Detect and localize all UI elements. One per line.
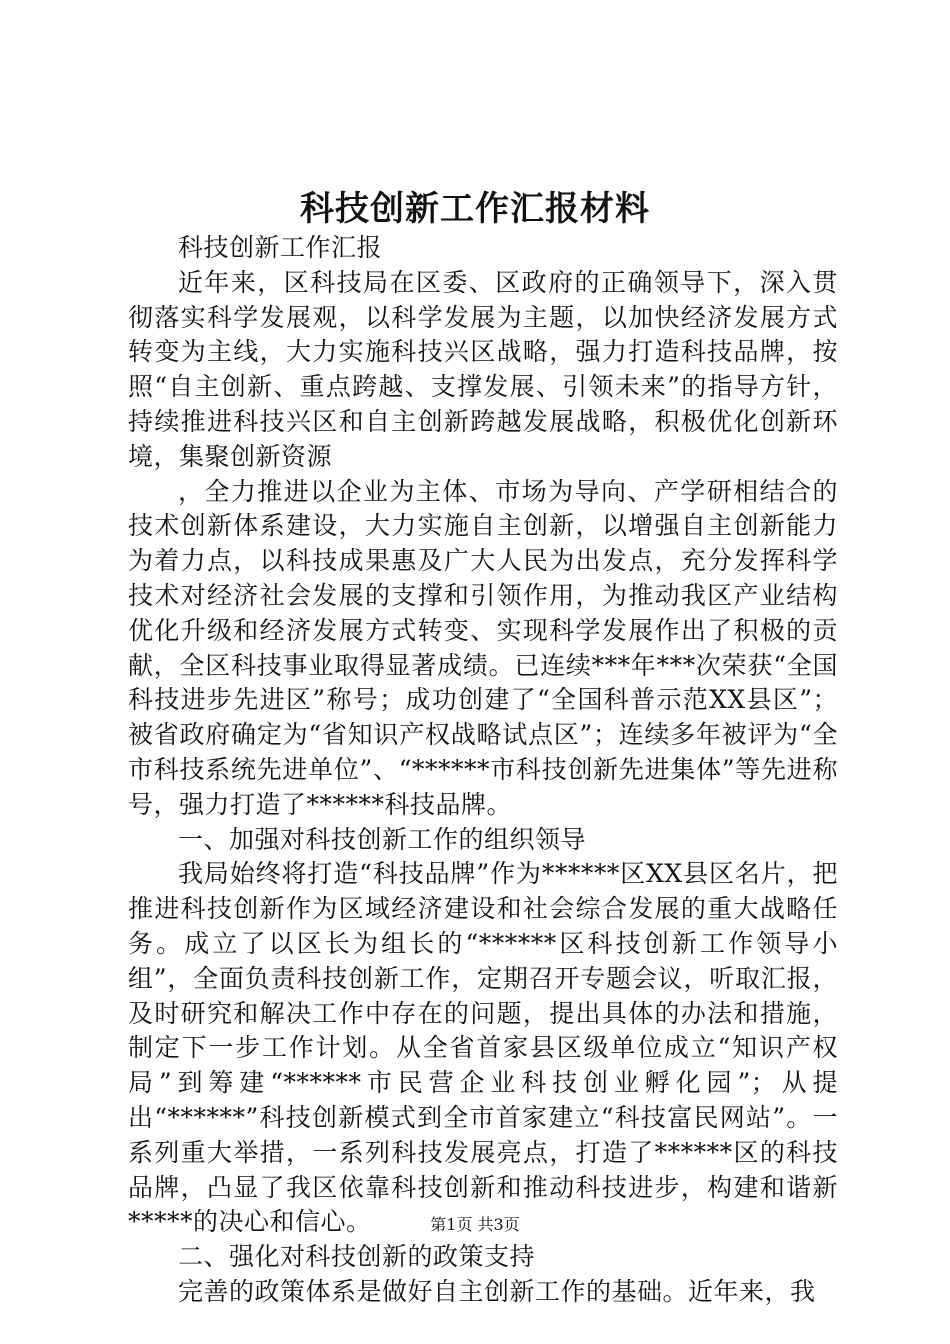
section-heading-2: 二、强化对科技创新的政策支持 (178, 1242, 536, 1272)
document-body (128, 231, 838, 1310)
section-heading-1: 一、加强对科技创新工作的组织领导 (178, 824, 587, 854)
page-number-footer: 第1页 共3页 (430, 1215, 520, 1234)
paragraph-organization: 我局始终将打造“科技品牌”作为******区XX县区名片，把推进科技创新作为区域经济建设和社会综合发展的重大战略任务。成立了以区长为组长的“******区科技创新工作领导小组”，全面负责科技创新工作，定期召开专题会议，听取汇报，及时研究和解决工作中存在的问题，提出具体的办法和措施，制定下一步工作计划。从全省首家县区级单位成立“知识产权局”到筹建“******市民营企业科技创业孵化园”；从提出“******”科技创新模式到全市首家建立“科技富民网站”。一系列重大举措，一系列科技发展亮点，打造了******区的科技品牌，凸显了我区依靠科技创新和推动科技进步，构建和谐新*****的决心和信心。 (128, 859, 838, 1237)
document-title: 科技创新工作汇报材料 (300, 189, 650, 229)
paragraph-policy: 完善的政策体系是做好自主创新工作的基础。近年来，我 (178, 1276, 816, 1306)
paragraph-achievements: ，全力推进以企业为主体、市场为导向、产学研相结合的技术创新体系建设，大力实施自主创新，以增强自主创新能力为着力点，以科技成果惠及广大人民为出发点，充分发挥科学技术对经济社会发展的支撑和引领作用，为推动我区产业结构优化升级和经济发展方式转变、实现科学发展作出了积极的贡献，全区科技事业取得显著成绩。已连续***年***次荣获“全国科技进步先进区”称号；成功创建了“全国科普示范XX县区”；被省政府确定为“省知识产权战略试点区”；连续多年被评为“全市科技系统先进单位”、“******市科技创新先进集体”等先进称号，强力打造了******科技品牌。 (128, 476, 838, 819)
paragraph-subtitle: 科技创新工作汇报 (178, 233, 383, 262)
paragraph-intro: 近年来，区科技局在区委、区政府的正确领导下，深入贯彻落实科学发展观，以科学发展为主题，以加快经济发展方式转变为主线，大力实施科技兴区战略，强力打造科技品牌，按照“自主创新、重点跨越、支撑发展、引领未来”的指导方针，持续推进科技兴区和自主创新跨越发展战略，积极优化创新环境，集聚创新资源 (128, 267, 838, 471)
